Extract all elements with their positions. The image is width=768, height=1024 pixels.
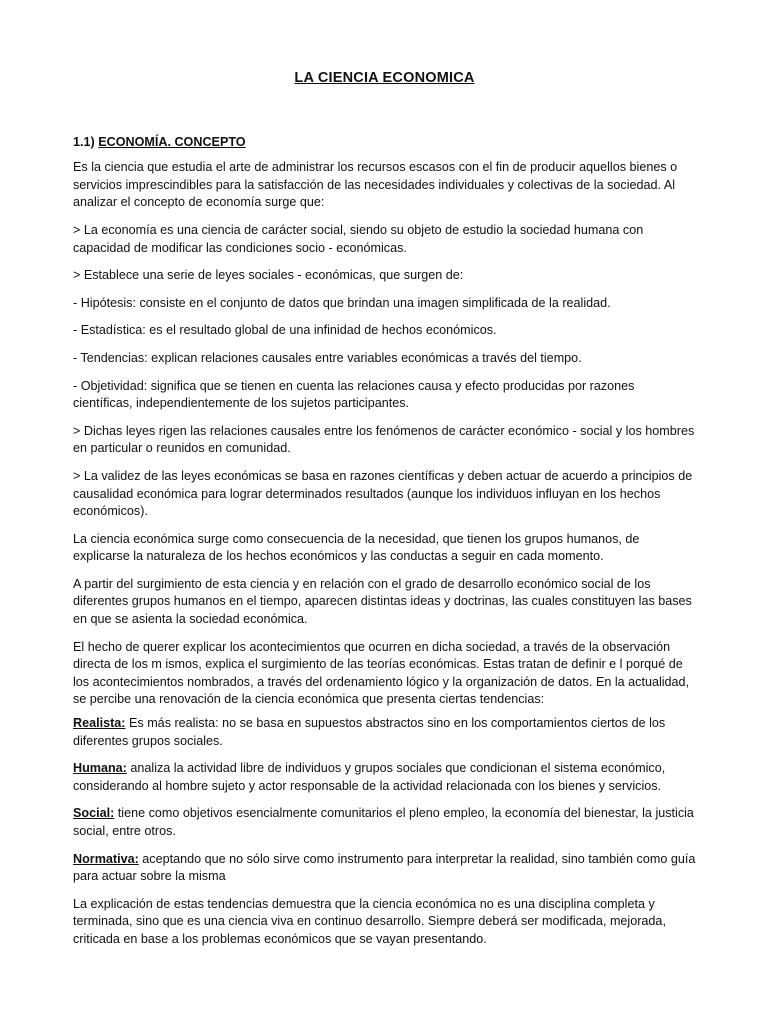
paragraph-origin: La ciencia económica surge como consecuencia de la necesidad, que tienen los grupos humanos, de explicarse la naturaleza de los hechos económicos y las conductas a seguir en cada momento. — [73, 531, 640, 564]
paragraph-tendencies: - Tendencias: explican relaciones causales entre variables económicas a través del tiempo. — [73, 350, 582, 365]
tendency-item — [73, 760, 696, 795]
tendency-item — [73, 851, 696, 886]
section-label: ECONOMÍA. CONCEPTO — [98, 134, 246, 149]
paragraph-validity: > La validez de las leyes económicas se basa en razones científicas y deben actuar de acuerdo a principios de causalidad económica para lograr determinados resultados (aunque los individuos influyan en los hechos económicos). — [73, 468, 693, 519]
tendency-text: analiza la actividad libre de individuos y grupos sociales que condicionan el sistema económico, considerando al hombre sujeto y actor responsable de la actividad relacionada con los bienes y servicios. — [73, 761, 666, 793]
paragraph-closing: La explicación de estas tendencias demuestra que la ciencia económica no es una disciplina completa y terminada, sino que es una ciencia viva en continuo desarrollo. Siempre deberá ser modificada, mejorada, criticada en base a los problemas económicos que se vayan presentando. — [73, 896, 666, 946]
tendency-item — [73, 715, 696, 750]
tendency-term: Social: — [73, 806, 115, 821]
tendency-term: Humana: — [73, 761, 127, 776]
tendency-term: Normativa: — [73, 851, 139, 866]
paragraph-objectivity: - Objetividad: significa que se tienen en cuenta las relaciones causa y efecto producidas por razones científicas, independientemente de los sujetos participantes. — [73, 378, 635, 411]
tendency-text: tiene como objetivos esencialmente comunitarios el pleno empleo, la economía del bienestar, la justicia social, entre otros. — [73, 806, 694, 838]
section-heading — [73, 134, 696, 152]
paragraph-laws-govern: > Dichas leyes rigen las relaciones causales entre los fenómenos de carácter económico - social y los hombres en particular o reunidos en comunidad. — [73, 423, 695, 456]
section-number: 1.1) — [73, 134, 95, 149]
paragraph-social-science: > La economía es una ciencia de carácter social, siendo su objeto de estudio la sociedad humana con capacidad de modificar las condiciones socio - económicas. — [73, 222, 644, 255]
paragraph-laws: > Establece una serie de leyes sociales - económicas, que surgen de: — [73, 268, 464, 283]
tendency-text: Es más realista: no se basa en supuestos abstractos sino en los comportamientos ciertos de los diferentes grupos sociales. — [73, 716, 666, 748]
paragraph-theories: El hecho de querer explicar los acontecimientos que ocurren en dicha sociedad, a través de la observación directa de los m ismos, explica el surgimiento de las teorías económicas. Estas tratan de definir e l porqué de los acontecimientos nombrados, a través del ordenamiento lógico y la organización de datos. En la actualidad, se percibe una renovación de la ciencia económica que presenta ciertas tendencias: — [73, 639, 690, 707]
tendency-item — [73, 805, 696, 840]
paragraph-doctrines: A partir del surgimiento de esta ciencia y en relación con el grado de desarrollo económico social de los diferentes grupos humanos en el tiempo, aparecen distintas ideas y doctrinas, las cuales constituyen las bases en que se asienta la sociedad económica. — [73, 576, 692, 627]
paragraph-intro: Es la ciencia que estudia el arte de administrar los recursos escasos con el fin de producir aquellos bienes o servicios imprescindibles para la satisfacción de las necesidades individuales y colectivas de la sociedad. Al analizar el concepto de economía surge que: — [73, 160, 678, 210]
paragraph-statistics: - Estadística: es el resultado global de una infinidad de hechos económicos. — [73, 323, 497, 338]
tendency-text: aceptando que no sólo sirve como instrumento para interpretar la realidad, sino también como guía para actuar sobre la misma — [73, 851, 696, 884]
tendency-term: Realista: — [73, 716, 126, 731]
paragraph-hypothesis: - Hipótesis: consiste en el conjunto de datos que brindan una imagen simplificada de la realidad. — [73, 295, 611, 310]
document-title: LA CIENCIA ECONOMICA — [294, 70, 475, 86]
